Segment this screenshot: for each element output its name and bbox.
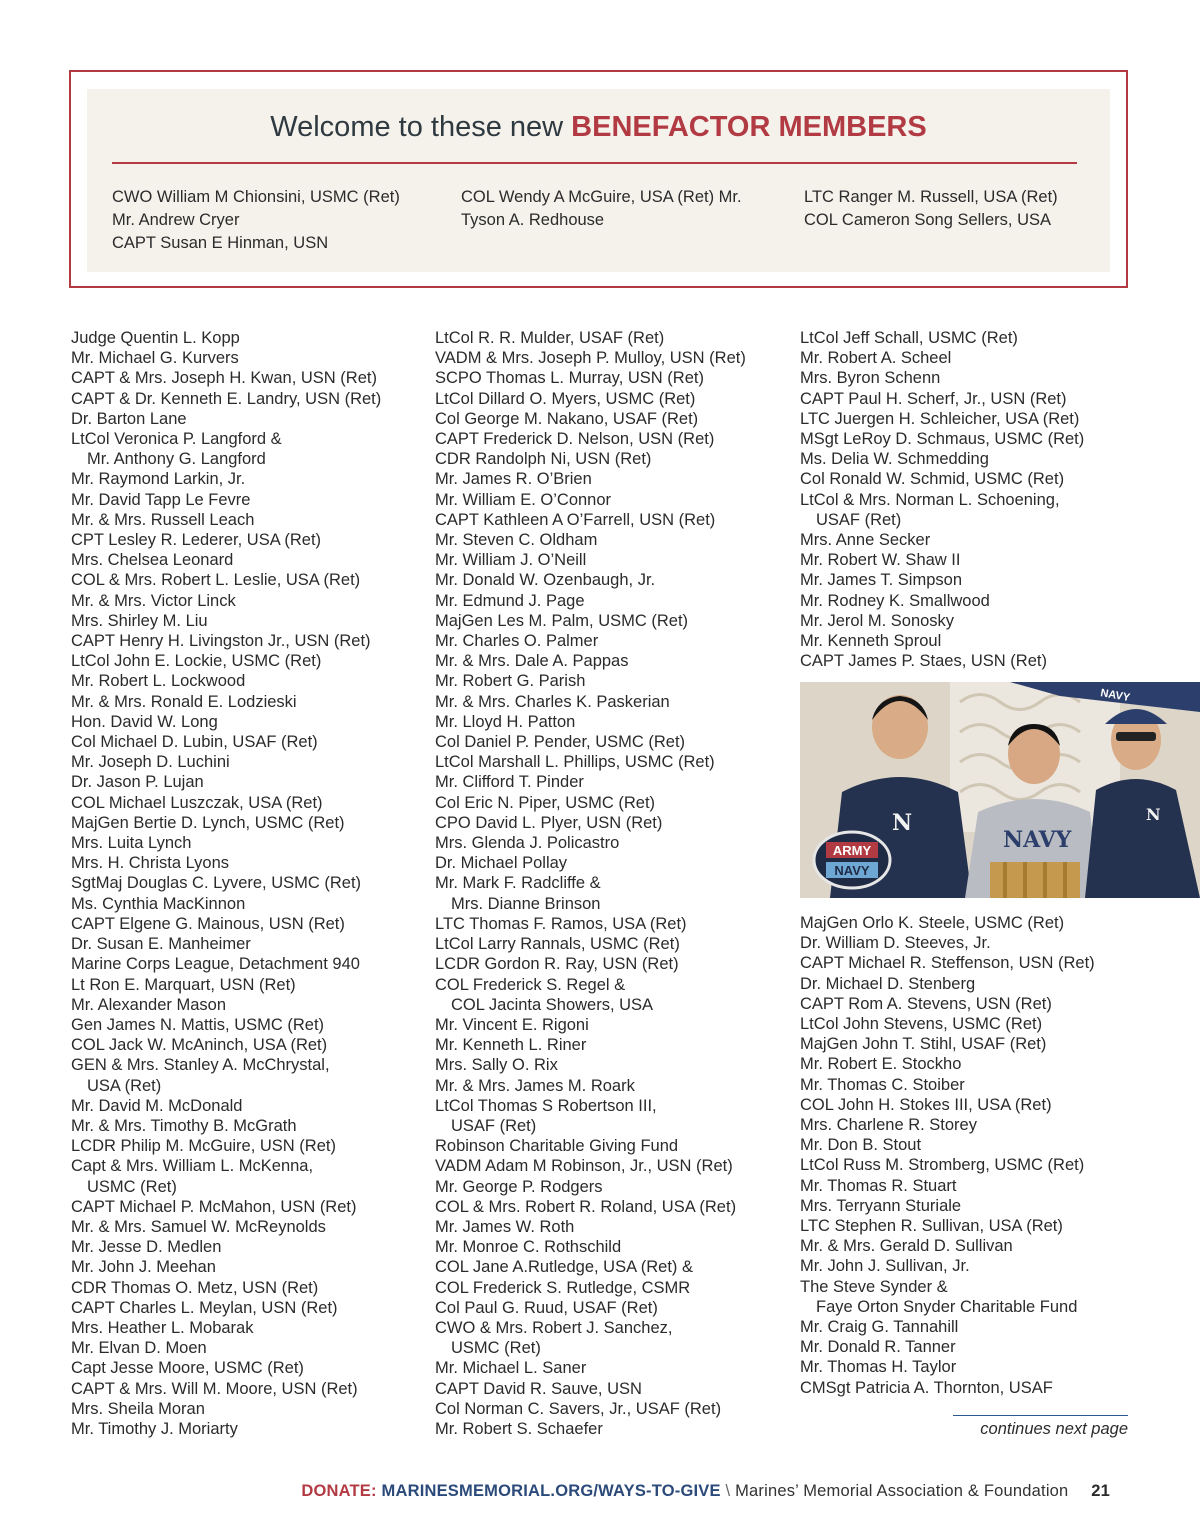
member-column-1 — [71, 328, 381, 1439]
member-name: Mr. Don B. Stout — [800, 1136, 922, 1155]
member-name: Dr. William D. Steeves, Jr. — [800, 934, 991, 953]
member-name: Capt & Mrs. William L. McKenna, — [71, 1157, 314, 1176]
member-name: Mr. Robert S. Schaefer — [435, 1419, 603, 1438]
member-name: SgtMaj Douglas C. Lyvere, USMC (Ret) — [71, 874, 362, 893]
member-name: Mrs. Terryann Sturiale — [800, 1196, 962, 1215]
benefactor-column-2 — [461, 186, 742, 232]
member-name: LtCol R. R. Mulder, USAF (Ret) — [435, 329, 665, 347]
member-name: LtCol Marshall L. Phillips, USMC (Ret) — [435, 753, 715, 772]
member-name: Mrs. Charlene R. Storey — [800, 1116, 977, 1135]
logo-letter: N — [892, 810, 913, 836]
member-name: CAPT & Mrs. Joseph H. Kwan, USN (Ret) — [71, 369, 377, 388]
member-name: Robinson Charitable Giving Fund — [435, 1137, 679, 1156]
footer-org-name: Marines’ Memorial Association & Foundation — [735, 1482, 1069, 1500]
member-name: Mr. Edmund J. Page — [435, 591, 585, 610]
member-name: Mr. Michael L. Saner — [435, 1359, 587, 1378]
event-photo — [800, 682, 1200, 898]
member-name: Col Norman C. Savers, Jr., USAF (Ret) — [435, 1399, 722, 1418]
member-name: Mr. Elvan D. Moen — [71, 1339, 207, 1358]
member-name: Mrs. Anne Secker — [800, 531, 931, 550]
member-name: Dr. Barton Lane — [71, 409, 187, 428]
member-name: Mrs. Sheila Moran — [71, 1399, 205, 1418]
member-name: Lt Ron E. Marquart, USN (Ret) — [71, 975, 296, 994]
member-name: Col Michael D. Lubin, USAF (Ret) — [71, 733, 318, 752]
member-name: Col George M. Nakano, USAF (Ret) — [435, 409, 699, 428]
member-name: CDR Thomas O. Metz, USN (Ret) — [71, 1278, 319, 1297]
member-name: MajGen John T. Stihl, USAF (Ret) — [800, 1035, 1047, 1054]
member-name: LtCol John Stevens, USMC (Ret) — [800, 1015, 1043, 1034]
member-name: Mrs. Sally O. Rix — [435, 1056, 558, 1075]
member-name: Mrs. Luita Lynch — [71, 834, 192, 853]
member-name: Mrs. Heather L. Mobarak — [71, 1318, 254, 1337]
member-name: CAPT Michael R. Steffenson, USN (Ret) — [800, 954, 1095, 973]
member-name: Mr. John J. Meehan — [71, 1258, 216, 1277]
member-name: Hon. David W. Long — [71, 712, 218, 731]
member-name: CAPT Elgene G. Mainous, USN (Ret) — [71, 914, 345, 933]
member-name: Mrs. Dianne Brinson — [451, 894, 601, 913]
member-name: Mr. & Mrs. Ronald E. Lodzieski — [71, 692, 297, 711]
member-name: Mr. & Mrs. Samuel W. McReynolds — [71, 1217, 326, 1236]
benefactor-title-accent: BENEFACTOR MEMBERS — [571, 111, 927, 143]
pennant-text: NAVY — [1099, 687, 1131, 705]
benefactor-divider — [112, 162, 1077, 164]
member-name: CAPT Michael P. McMahon, USN (Ret) — [71, 1197, 357, 1216]
member-name: COL Jane A.Rutledge, USA (Ret) & — [435, 1258, 694, 1277]
member-name: Mr. William E. O’Connor — [435, 490, 612, 509]
member-name: Mr. & Mrs. Russell Leach — [71, 510, 255, 529]
member-name: Mr. Mark F. Radcliffe & — [435, 874, 601, 893]
member-name: Judge Quentin L. Kopp — [71, 329, 240, 347]
footer-separator: \ — [725, 1482, 731, 1500]
member-name: USMC (Ret) — [451, 1339, 541, 1358]
member-name: LtCol Thomas S Robertson III, — [435, 1096, 657, 1115]
member-name: Mr. William J. O’Neill — [435, 551, 587, 570]
member-name: Dr. Michael D. Stenberg — [800, 974, 976, 993]
member-name: Dr. Michael Pollay — [435, 854, 568, 873]
benefactor-box — [69, 70, 1128, 288]
member-name: Mr. & Mrs. Charles K. Paskerian — [435, 692, 670, 711]
donate-link[interactable]: MARINESMEMORIAL.ORG/WAYS-TO-GIVE — [381, 1482, 721, 1500]
member-name: GEN & Mrs. Stanley A. McChrystal, — [71, 1056, 330, 1075]
benefactor-name: CWO William M Chionsini, USMC (Ret) — [112, 188, 400, 206]
member-name: LtCol & Mrs. Norman L. Schoening, — [800, 490, 1060, 509]
member-name: CPT Lesley R. Lederer, USA (Ret) — [71, 531, 322, 550]
member-name: COL Frederick S. Regel & — [435, 975, 626, 994]
member-name: COL Frederick S. Rutledge, CSMR — [435, 1278, 691, 1297]
member-name: CAPT Henry H. Livingston Jr., USN (Ret) — [71, 632, 371, 651]
benefactor-name: COL Cameron Song Sellers, USA — [804, 211, 1051, 229]
member-name: Col Paul G. Ruud, USAF (Ret) — [435, 1298, 658, 1317]
member-name: LTC Thomas F. Ramos, USA (Ret) — [435, 914, 687, 933]
member-name: COL Michael Luszczak, USA (Ret) — [71, 793, 323, 812]
benefactor-name: LTC Ranger M. Russell, USA (Ret) — [804, 188, 1058, 206]
member-name: LCDR Gordon R. Ray, USN (Ret) — [435, 955, 679, 974]
member-name: LtCol Jeff Schall, USMC (Ret) — [800, 329, 1018, 347]
member-name: Mr. Lloyd H. Patton — [435, 712, 576, 731]
member-name: Mr. John J. Sullivan, Jr. — [800, 1257, 970, 1276]
page-number: 21 — [1091, 1482, 1110, 1500]
member-name: Mr. James W. Roth — [435, 1217, 575, 1236]
member-name: Mr. Robert G. Parish — [435, 672, 586, 691]
member-name: USAF (Ret) — [816, 510, 902, 529]
benefactor-name: Mr. Andrew Cryer — [112, 211, 240, 229]
member-name: LTC Stephen R. Sullivan, USA (Ret) — [800, 1217, 1063, 1236]
member-name: Mr. Kenneth L. Riner — [435, 1036, 587, 1055]
member-name: Mr. Michael G. Kurvers — [71, 349, 239, 368]
member-name: The Steve Synder & — [800, 1277, 948, 1296]
member-name: Mr. Joseph D. Luchini — [71, 753, 230, 772]
member-name: CAPT & Dr. Kenneth E. Landry, USN (Ret) — [71, 389, 382, 408]
badge-bottom-text: NAVY — [834, 863, 870, 878]
member-name: COL & Mrs. Robert R. Roland, USA (Ret) — [435, 1197, 737, 1216]
member-name: COL John H. Stokes III, USA (Ret) — [800, 1095, 1052, 1114]
member-name: Mr. Robert A. Scheel — [800, 349, 952, 368]
member-name: Mr. Monroe C. Rothschild — [435, 1238, 622, 1257]
member-name: Ms. Delia W. Schmedding — [800, 450, 989, 469]
member-name: CMSgt Patricia A. Thornton, USAF — [800, 1378, 1053, 1397]
continues-next-page: continues next page — [980, 1420, 1128, 1438]
member-name: Mr. Thomas R. Stuart — [800, 1176, 957, 1195]
member-name: Mr. James T. Simpson — [800, 571, 962, 590]
member-name: Faye Orton Snyder Charitable Fund — [816, 1297, 1078, 1316]
member-name: Mr. Jesse D. Medlen — [71, 1238, 222, 1257]
army-navy-badge — [814, 832, 890, 888]
member-name: Col Ronald W. Schmid, USMC (Ret) — [800, 470, 1065, 489]
member-name: USMC (Ret) — [87, 1177, 177, 1196]
member-name: Mr. Anthony G. Langford — [87, 450, 266, 469]
benefactor-name: COL Wendy A McGuire, USA (Ret) Mr. — [461, 188, 742, 206]
member-name: Col Eric N. Piper, USMC (Ret) — [435, 793, 656, 812]
member-name: Mrs. Shirley M. Liu — [71, 611, 208, 630]
member-name: LtCol Russ M. Stromberg, USMC (Ret) — [800, 1156, 1085, 1175]
member-name: CAPT Rom A. Stevens, USN (Ret) — [800, 994, 1052, 1013]
member-name: SCPO Thomas L. Murray, USN (Ret) — [435, 369, 704, 388]
member-name: Mrs. Byron Schenn — [800, 369, 941, 388]
member-name: Mr. Jerol M. Sonosky — [800, 611, 955, 630]
event-photo-illustration — [800, 682, 1200, 898]
member-name: Mr. Vincent E. Rigoni — [435, 1015, 589, 1034]
member-name: VADM Adam M Robinson, Jr., USN (Ret) — [435, 1157, 733, 1176]
member-name: CAPT Charles L. Meylan, USN (Ret) — [71, 1298, 338, 1317]
member-name: Mr. Donald R. Tanner — [800, 1338, 956, 1357]
member-name: MajGen Bertie D. Lynch, USMC (Ret) — [71, 813, 345, 832]
member-name: COL Jack W. McAninch, USA (Ret) — [71, 1036, 328, 1055]
member-name: Mr. & Mrs. James M. Roark — [435, 1076, 635, 1095]
member-name: Mr. & Mrs. Victor Linck — [71, 591, 236, 610]
member-name: CWO & Mrs. Robert J. Sanchez, — [435, 1318, 673, 1337]
benefactor-column-1 — [112, 186, 400, 255]
member-column-3-bottom — [800, 913, 1095, 1398]
donate-label: DONATE: — [301, 1482, 377, 1500]
member-name: Marine Corps League, Detachment 940 — [71, 955, 360, 974]
member-name: LtCol Dillard O. Myers, USMC (Ret) — [435, 389, 696, 408]
member-name: Mr. George P. Rodgers — [435, 1177, 603, 1196]
member-name: Col Daniel P. Pender, USMC (Ret) — [435, 733, 686, 752]
member-name: Mr. Craig G. Tannahill — [800, 1318, 959, 1337]
logo-letter-right: N — [1146, 805, 1161, 824]
member-name: Mr. James R. O’Brien — [435, 470, 592, 489]
member-name: CAPT David R. Sauve, USN — [435, 1379, 642, 1398]
member-name: Dr. Jason P. Lujan — [71, 773, 204, 792]
member-name: Mr. Robert E. Stockho — [800, 1055, 962, 1074]
member-name: COL & Mrs. Robert L. Leslie, USA (Ret) — [71, 571, 361, 590]
member-name: Mr. Rodney K. Smallwood — [800, 591, 990, 610]
member-name: Mrs. Chelsea Leonard — [71, 551, 234, 570]
member-name: Mr. Thomas C. Stoiber — [800, 1075, 965, 1094]
member-name: Mr. Robert W. Shaw II — [800, 551, 961, 570]
benefactor-box-panel — [87, 89, 1110, 272]
member-name: VADM & Mrs. Joseph P. Mulloy, USN (Ret) — [435, 349, 746, 368]
member-name: CAPT Kathleen A O’Farrell, USN (Ret) — [435, 510, 716, 529]
benefactor-title — [87, 111, 1110, 144]
member-name: Mr. David Tapp Le Fevre — [71, 490, 251, 509]
badge-top-text: ARMY — [832, 843, 872, 858]
benefactor-name: Tyson A. Redhouse — [461, 211, 605, 229]
member-name: Gen James N. Mattis, USMC (Ret) — [71, 1015, 325, 1034]
sweatshirt-text: NAVY — [1003, 827, 1072, 853]
member-name: Mr. & Mrs. Gerald D. Sullivan — [800, 1237, 1013, 1256]
member-name: Mr. Steven C. Oldham — [435, 531, 598, 550]
member-name: MajGen Les M. Palm, USMC (Ret) — [435, 611, 689, 630]
member-name: Mr. Charles O. Palmer — [435, 632, 599, 651]
member-name: CAPT Paul H. Scherf, Jr., USN (Ret) — [800, 389, 1067, 408]
benefactor-name: CAPT Susan E Hinman, USN — [112, 234, 329, 252]
member-name: Mr. Kenneth Sproul — [800, 632, 942, 651]
member-name: CAPT & Mrs. Will M. Moore, USN (Ret) — [71, 1379, 358, 1398]
member-name: Mr. & Mrs. Timothy B. McGrath — [71, 1116, 297, 1135]
member-name: COL Jacinta Showers, USA — [451, 995, 654, 1014]
member-name: Mr. Donald W. Ozenbaugh, Jr. — [435, 571, 656, 590]
member-name: MajGen Orlo K. Steele, USMC (Ret) — [800, 914, 1065, 932]
member-name: Mr. Clifford T. Pinder — [435, 773, 584, 792]
member-column-2 — [435, 328, 746, 1439]
member-name: LCDR Philip M. McGuire, USN (Ret) — [71, 1137, 336, 1156]
benefactor-title-prefix: Welcome to these new — [270, 111, 564, 143]
member-name: Mr. Thomas H. Taylor — [800, 1358, 957, 1377]
member-name: CPO David L. Plyer, USN (Ret) — [435, 813, 663, 832]
member-name: Mrs. H. Christa Lyons — [71, 854, 230, 873]
page-footer — [301, 1482, 1110, 1501]
member-name: Mrs. Glenda J. Policastro — [435, 834, 620, 853]
member-name: Mr. & Mrs. Dale A. Pappas — [435, 652, 629, 671]
member-name: Dr. Susan E. Manheimer — [71, 935, 251, 954]
member-name: CDR Randolph Ni, USN (Ret) — [435, 450, 652, 469]
member-name: Mr. Raymond Larkin, Jr. — [71, 470, 246, 489]
member-name: LTC Juergen H. Schleicher, USA (Ret) — [800, 409, 1080, 428]
member-name: MSgt LeRoy D. Schmaus, USMC (Ret) — [800, 430, 1085, 449]
member-name: USAF (Ret) — [451, 1116, 537, 1135]
member-name: Mr. Timothy J. Moriarty — [71, 1419, 238, 1438]
member-name: CAPT Frederick D. Nelson, USN (Ret) — [435, 430, 715, 449]
member-name: Mr. David M. McDonald — [71, 1096, 243, 1115]
member-name: Capt Jesse Moore, USMC (Ret) — [71, 1359, 304, 1378]
member-name: CAPT James P. Staes, USN (Ret) — [800, 652, 1047, 671]
member-name: Ms. Cynthia MacKinnon — [71, 894, 246, 913]
continues-rule — [953, 1415, 1128, 1416]
member-name: LtCol Veronica P. Langford & — [71, 430, 282, 449]
member-name: LtCol Larry Rannals, USMC (Ret) — [435, 935, 680, 954]
member-name: Mr. Alexander Mason — [71, 995, 226, 1014]
benefactor-column-3 — [804, 186, 1058, 232]
member-column-3-top — [800, 328, 1084, 671]
member-name: USA (Ret) — [87, 1076, 162, 1095]
member-name: LtCol John E. Lockie, USMC (Ret) — [71, 652, 322, 671]
member-name: Mr. Robert L. Lockwood — [71, 672, 246, 691]
